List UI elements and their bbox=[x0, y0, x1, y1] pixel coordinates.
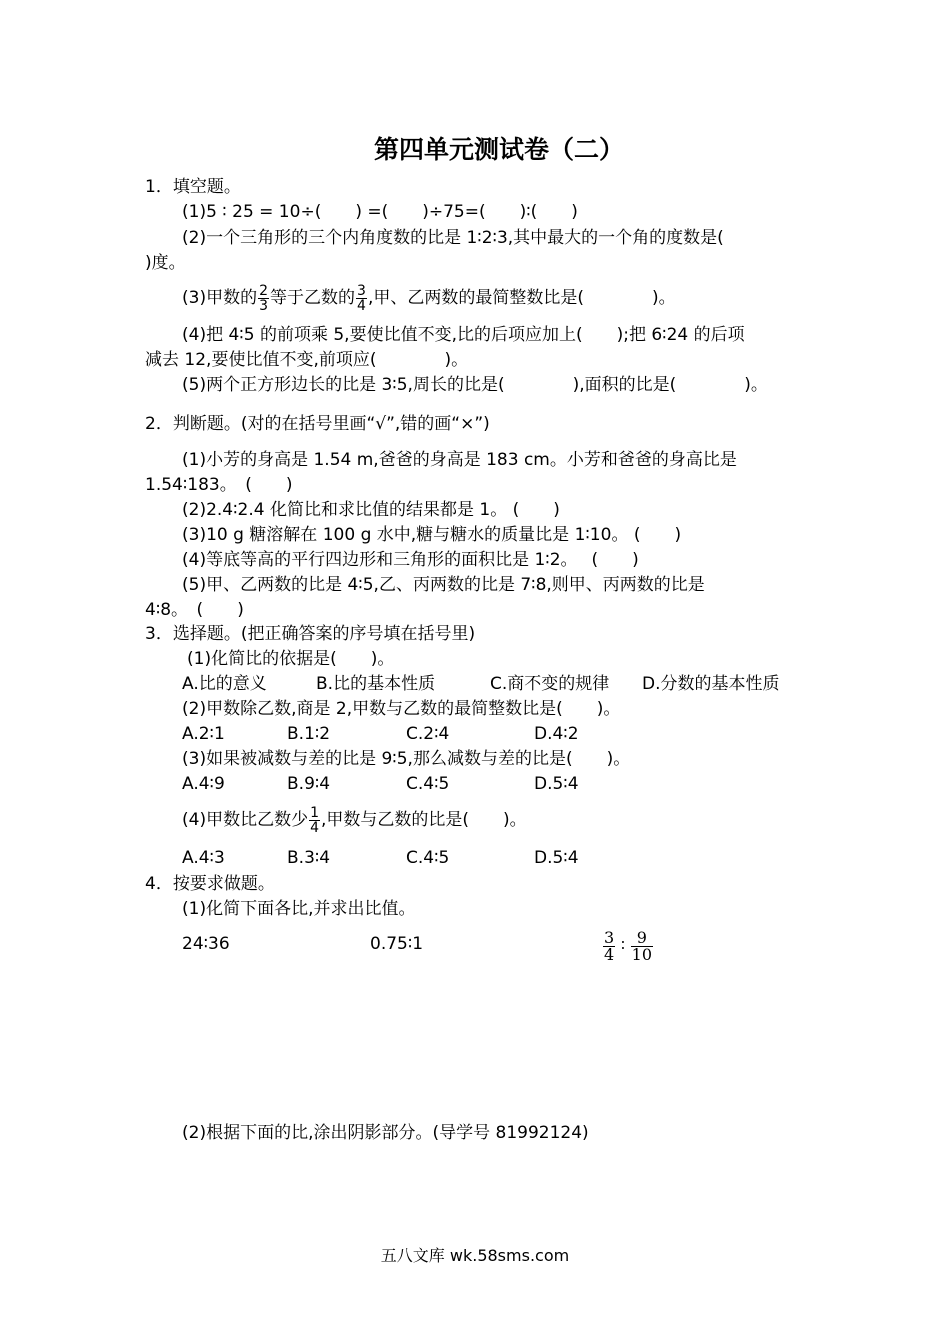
s4-q1: (1)化简下面各比,并求出比值。 bbox=[182, 899, 416, 919]
page-title: 第四单元测试卷（二） bbox=[373, 135, 624, 164]
s3-q1-option-c: C.商不变的规律 bbox=[490, 674, 610, 694]
s1-q1: (1)5 ∶ 25 = 10÷( ) =( )÷75=( )∶( ) bbox=[182, 202, 578, 222]
s1-q3 bbox=[182, 280, 676, 316]
s3-q2-option-d: D.4∶2 bbox=[534, 724, 579, 744]
s3-q4-option-b: B.3∶4 bbox=[287, 848, 331, 868]
fraction-denominator: 10 bbox=[631, 944, 653, 964]
fraction bbox=[309, 806, 320, 835]
s1-q4-line2: 减去 12,要使比值不变,前项应( )。 bbox=[145, 350, 469, 370]
s2-q3: (3)10 g 糖溶解在 100 g 水中,糖与糖水的质量比是 1∶10。 ( ) bbox=[182, 525, 682, 545]
ratio-fractions bbox=[602, 923, 654, 967]
section-2-heading: 2．判断题。(对的在括号里画“√”,错的画“×”) bbox=[145, 414, 490, 434]
s3-q2-option-b: B.1∶2 bbox=[287, 724, 331, 744]
s3-q2: (2)甲数除乙数,商是 2,甲数与乙数的最简整数比是( )。 bbox=[182, 699, 621, 719]
fraction-denominator: 3 bbox=[259, 297, 269, 314]
s3-q2-option-c: C.2∶4 bbox=[406, 724, 450, 744]
ratio-colon: ∶ bbox=[620, 936, 625, 954]
fraction-numerator: 3 bbox=[357, 282, 366, 299]
footer-watermark: 五八文库 wk.58sms.com bbox=[380, 1246, 570, 1265]
s3-q4-post: ,甲数与乙数的比是( )。 bbox=[321, 810, 527, 830]
s2-q4: (4)等底等高的平行四边形和三角形的面积比是 1∶2。 ( ) bbox=[182, 550, 639, 570]
fraction bbox=[356, 284, 367, 313]
s2-q5-line1: (5)甲、乙两数的比是 4∶5,乙、丙两数的比是 7∶8,则甲、丙两数的比是 bbox=[182, 575, 705, 595]
s3-q4-option-c: C.4∶5 bbox=[406, 848, 450, 868]
s3-q2-option-a: A.2∶1 bbox=[182, 724, 225, 744]
s1-q3-pre: (3)甲数的 bbox=[182, 288, 258, 308]
s2-q1-line1: (1)小芳的身高是 1.54 m,爸爸的身高是 183 cm。小芳和爸爸的身高比是 bbox=[182, 450, 737, 470]
s3-q4-pre: (4)甲数比乙数少 bbox=[182, 810, 309, 830]
s3-q4-option-a: A.4∶3 bbox=[182, 848, 225, 868]
s3-q3: (3)如果被减数与差的比是 9∶5,那么减数与差的比是( )。 bbox=[182, 749, 631, 769]
s1-q2-line2: )度。 bbox=[145, 253, 186, 273]
s1-q2-line1: (2)一个三角形的三个内角度数的比是 1∶2∶3,其中最大的一个角的度数是( bbox=[182, 228, 724, 248]
s4-q2: (2)根据下面的比,涂出阴影部分。(导学号 81992124) bbox=[182, 1123, 589, 1143]
s1-q3-mid: 等于乙数的 bbox=[270, 288, 356, 308]
section-1-heading: 1．填空题。 bbox=[145, 177, 241, 197]
s3-q1-option-d: D.分数的基本性质 bbox=[642, 674, 780, 694]
fraction-numerator: 2 bbox=[259, 282, 269, 299]
fraction bbox=[631, 927, 653, 964]
s3-q4-option-d: D.5∶4 bbox=[534, 848, 579, 868]
s2-q5-line2: 4∶8。 ( ) bbox=[145, 600, 244, 620]
s1-q5: (5)两个正方形边长的比是 3∶5,周长的比是( ),面积的比是( )。 bbox=[182, 375, 768, 395]
s3-q3-option-b: B.9∶4 bbox=[287, 774, 331, 794]
fraction-denominator: 4 bbox=[357, 297, 366, 314]
s1-q3-post: ,甲、乙两数的最简整数比是( )。 bbox=[367, 288, 676, 308]
fraction-numerator: 3 bbox=[604, 927, 615, 947]
s3-q4 bbox=[182, 800, 527, 840]
ratio-24-36: 24∶36 bbox=[182, 934, 230, 954]
s3-q3-option-c: C.4∶5 bbox=[406, 774, 450, 794]
s3-q3-option-a: A.4∶9 bbox=[182, 774, 225, 794]
fraction-denominator: 4 bbox=[604, 944, 615, 964]
s3-q1-option-b: B.比的基本性质 bbox=[316, 674, 436, 694]
s3-q3-option-d: D.5∶4 bbox=[534, 774, 579, 794]
s1-q4-line1: (4)把 4∶5 的前项乘 5,要使比值不变,比的后项应加上( );把 6∶24 的后项 bbox=[182, 325, 745, 345]
section-3-heading: 3．选择题。(把正确答案的序号填在括号里) bbox=[145, 624, 476, 644]
fraction-numerator: 9 bbox=[631, 930, 653, 947]
fraction bbox=[258, 284, 269, 313]
fraction bbox=[603, 927, 615, 964]
s2-q2: (2)2.4∶2.4 化简比和求比值的结果都是 1。 ( ) bbox=[182, 500, 560, 520]
ratio-075-1: 0.75∶1 bbox=[370, 934, 424, 954]
fraction-denominator: 4 bbox=[310, 819, 320, 836]
fraction-numerator: 1 bbox=[310, 804, 320, 821]
s2-q1-line2: 1.54∶183。 ( ) bbox=[145, 475, 293, 495]
section-4-heading: 4．按要求做题。 bbox=[145, 874, 275, 894]
s3-q1-option-a: A.比的意义 bbox=[182, 674, 267, 694]
s3-q1: (1)化简比的依据是( )。 bbox=[187, 649, 395, 669]
